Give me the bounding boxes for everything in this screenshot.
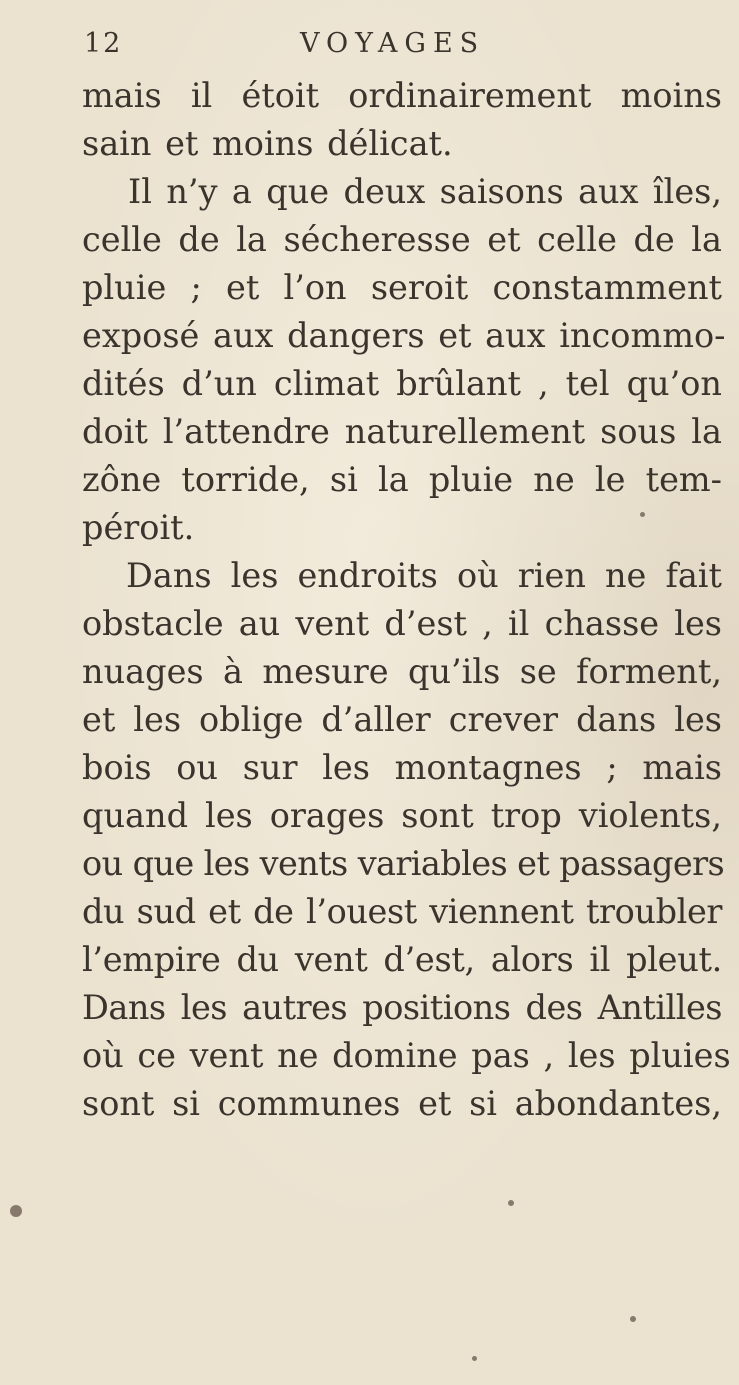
- text-line: sont si communes et si abondantes,: [82, 1084, 722, 1123]
- text-line: l’empire du vent d’est, alors il pleut.: [82, 940, 722, 979]
- text-line: nuages à mesure qu’ils se forment,: [82, 652, 722, 691]
- paragraph-first-line: Il n’y a que deux saisons aux îles,: [128, 172, 722, 211]
- text-line: exposé aux dangers et aux incommo-: [82, 316, 726, 355]
- text-line: où ce vent ne domine pas , les pluies: [82, 1036, 731, 1075]
- text-line: du sud et de l’ouest viennent troubler: [82, 892, 722, 931]
- paragraph-first-line: Dans les endroits où rien ne fait: [126, 556, 722, 595]
- paper-spot: [472, 1356, 477, 1361]
- paper-spot: [10, 1205, 22, 1217]
- text-line: doit l’attendre naturellement sous la: [82, 412, 722, 451]
- paper-spot: [640, 512, 645, 517]
- running-title: VOYAGES: [300, 28, 486, 59]
- text-line: zône torride, si la pluie ne le tem-: [82, 460, 722, 499]
- paper-spot: [630, 1316, 636, 1322]
- text-line: pluie ; et l’on seroit constamment: [82, 268, 722, 307]
- text-line: dités d’un climat brûlant , tel qu’on: [82, 364, 722, 403]
- text-line: Dans les autres positions des Antilles: [82, 988, 722, 1027]
- text-line: mais il étoit ordinairement moins: [82, 76, 722, 115]
- paper-spot: [508, 1200, 514, 1206]
- text-line: celle de la sécheresse et celle de la: [82, 220, 722, 259]
- text-line: bois ou sur les montagnes ; mais: [82, 748, 722, 787]
- text-line: obstacle au vent d’est , il chasse les: [82, 604, 722, 643]
- text-line: péroit.: [82, 508, 195, 547]
- page-header: [84, 28, 724, 64]
- text-line: quand les orages sont trop violents,: [82, 796, 722, 835]
- text-line: et les oblige d’aller crever dans les: [82, 700, 722, 739]
- page-number: 12: [84, 28, 123, 59]
- text-line: sain et moins délicat.: [82, 124, 453, 163]
- text-line: ou que les vents variables et passagers: [82, 844, 725, 883]
